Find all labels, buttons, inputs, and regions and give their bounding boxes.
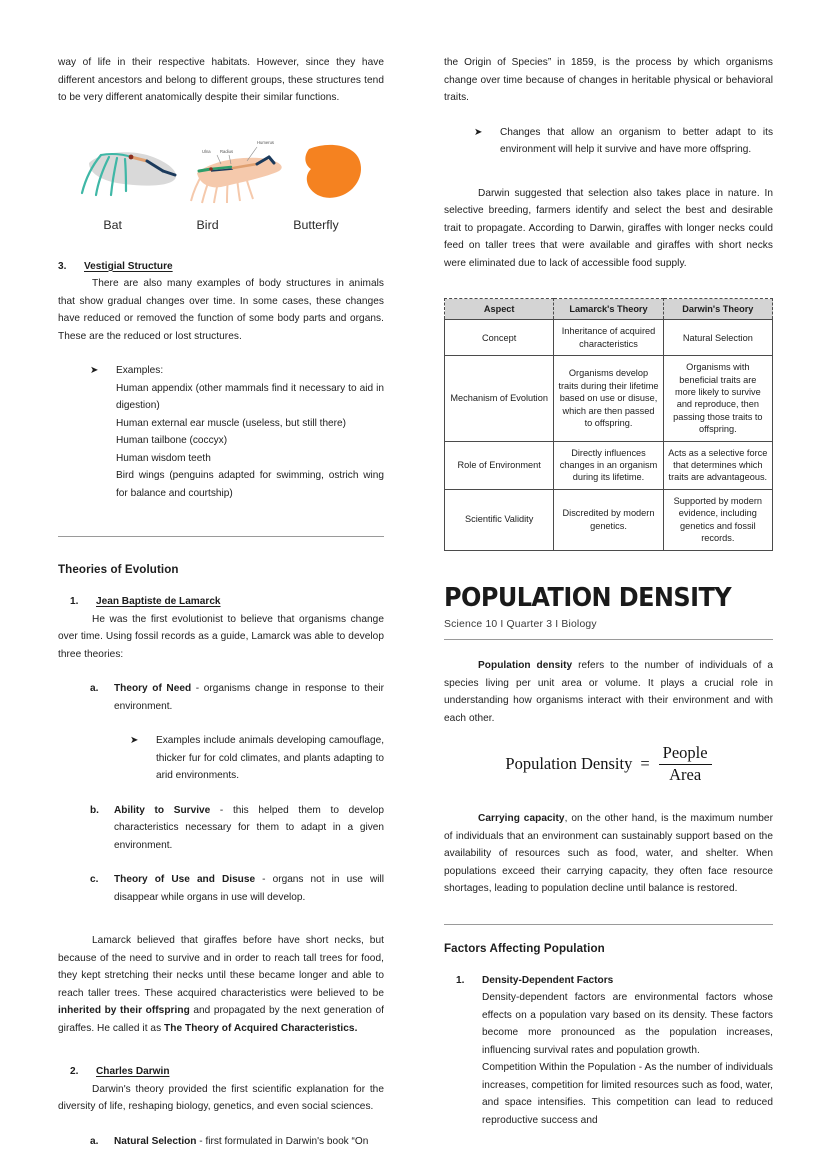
factors-item-number: 1. <box>456 974 465 986</box>
item-c-rest: - organs not in use will disappear while organs in use will develop. <box>114 874 384 903</box>
intro-paragraph: way of life in their respective habitats. However, since they have different ancestors and belong to different groups, these structures tend to be very different anatomically despite their similar functions. <box>58 57 384 103</box>
item-a-bold: Theory of Need <box>114 683 192 694</box>
examples-bullet <box>90 362 384 502</box>
cell-aspect: Role of Environment <box>445 441 554 489</box>
item-b-rest: - this helped them to develop characteristics necessary for them to adapt in a given environment. <box>114 804 384 851</box>
example-item: Human tailbone (coccyx) <box>116 435 228 446</box>
right-column <box>414 0 828 1169</box>
table-row <box>445 441 773 489</box>
heading-number-2: 2. <box>70 1066 79 1077</box>
item-a-rest: - organisms change in response to their environment. <box>114 683 384 712</box>
cell-lamarck: Discredited by modern genetics. <box>554 489 663 550</box>
darwin-arrow-note <box>474 124 773 159</box>
arrow-icon: ➤ <box>90 365 99 376</box>
lamarck-item-a-example <box>130 732 384 785</box>
arrow-icon: ➤ <box>474 126 483 138</box>
subtitle-strand: Biology <box>561 619 597 631</box>
lamarck-paragraph: He was the first evolutionist to believe that organisms change over time. Using fossil records as a guide, Lamarck was able to develop three theories: <box>58 613 384 660</box>
heading-density-dependent-factors <box>456 972 773 990</box>
carrying-bold: Carrying capacity <box>478 813 565 825</box>
formula-equals: = <box>640 754 650 774</box>
heading-number-3: 3. <box>58 260 67 272</box>
subtitle-subject: Science 10 <box>444 619 498 631</box>
caption-butterfly: Butterfly <box>293 217 339 232</box>
heading-title-vestigial: Vestigial Structure <box>84 260 173 272</box>
lamarck-item-c <box>90 871 384 906</box>
population-density-title: POPULATION DENSITY <box>444 582 732 613</box>
item-letter-c: c. <box>90 874 99 885</box>
lamarck-item-b <box>90 802 384 855</box>
heading-title-darwin: Charles Darwin <box>96 1066 170 1077</box>
population-density-definition <box>444 657 773 727</box>
butterfly-wing-illustration <box>305 144 361 197</box>
item-c-bold: Theory of Use and Disuse <box>114 874 256 885</box>
arrow-note-text: Changes that allow an organism to better adapt to its environment will help it survive and have more offspring. <box>500 126 773 155</box>
density-dependent-paragraph: Density-dependent factors are environmental factors whose effects on a population vary based on its density. These factors become more pronounced as the population increases, influencing survival rates and population growth. <box>482 992 773 1056</box>
item-a-example-text: Examples include animals developing camouflage, thicker fur for cold climates, and plants adapting to arid environments. <box>156 735 384 781</box>
formula-numerator: People <box>662 743 708 763</box>
formula-denominator: Area <box>659 764 712 784</box>
cell-lamarck: Inheritance of acquired characteristics <box>554 320 663 356</box>
cell-darwin: Organisms with beneficial traits are more likely to survive and reproduce, then passing those traits to offspring. <box>663 356 772 441</box>
examples-heading: Examples: <box>116 365 164 376</box>
formula-left-term: Population Density <box>505 754 633 774</box>
cell-darwin: Acts as a selective force that determines which traits are advantageous. <box>663 441 772 489</box>
carrying-capacity-paragraph <box>444 810 773 898</box>
ulna-label: Ulna <box>202 148 211 154</box>
darwin-item-a <box>90 1133 384 1151</box>
factors-affecting-population-heading: Factors Affecting Population <box>444 941 605 955</box>
cell-aspect: Scientific Validity <box>445 489 554 550</box>
item-letter-b: b. <box>90 804 99 816</box>
heading-number-1: 1. <box>70 596 79 607</box>
table-header-darwin: Darwin's Theory <box>663 299 772 320</box>
cell-darwin: Supported by modern evidence, including genetics and fossil records. <box>663 489 772 550</box>
cell-aspect: Concept <box>445 320 554 356</box>
table-row <box>445 320 773 356</box>
formula-fraction <box>659 744 712 784</box>
subtitle-separator: I <box>500 619 504 631</box>
darwin-selection-paragraph: Darwin suggested that selection also takes place in nature. In selective breeding, farmers identify and select the best and desirable trait to propagate. According to Darwin, giraffes with longer necks could feed on taller trees that were available and giraffes with short necks were eliminated due to lack of accessible food supply. <box>444 187 773 269</box>
caption-bat: Bat <box>103 217 122 232</box>
table-header-aspect: Aspect <box>445 299 554 320</box>
example-item: Human external ear muscle (useless, but still there) <box>116 417 347 429</box>
vestigial-paragraph: There are also many examples of body structures in animals that show gradual changes over time. In some cases, these changes have reduced or removed the function of some body parts and organs. These are the reduced or lost structures. <box>58 278 384 342</box>
item-b-bold: Ability to Survive <box>114 804 211 816</box>
factors-item-title: Density-Dependent Factors <box>482 974 614 986</box>
arrow-icon: ➤ <box>130 735 139 746</box>
wings-svg <box>58 133 384 211</box>
heading-lamarck <box>70 593 384 611</box>
table-header-row <box>445 299 773 320</box>
continued-paragraph: the Origin of Species” in 1859, is the process by which organisms change over time because of changes in heritable physical or behavioral traits. <box>444 57 773 103</box>
bird-wing-illustration <box>191 140 282 203</box>
closing-part-1: Lamarck believed that giraffes before have short necks, but because of the need to survive and in order to reach tall trees for food, they kept stretching their necks until these became longer and able to reach taller trees. These acquired characteristics were believed to be <box>58 935 384 999</box>
lamarck-closing-paragraph <box>58 932 384 1037</box>
cell-lamarck: Directly influences changes in an organism during its lifetime. <box>554 441 663 489</box>
darwin-item-a-rest: - first formulated in Darwin's book “On <box>196 1135 369 1147</box>
figure-captions <box>58 218 384 232</box>
cell-lamarck: Organisms develop traits during their lifetime based on use or disuse, which are then passed to offspring. <box>554 356 663 441</box>
homologous-wings-figure <box>58 133 384 232</box>
lamarck-item-a <box>90 680 384 715</box>
cell-darwin: Natural Selection <box>663 320 772 356</box>
example-item: Human wisdom teeth <box>116 452 211 464</box>
darwin-paragraph: Darwin's theory provided the first scientific explanation for the diversity of life, reshaping biology, genetics, and even social sciences. <box>58 1083 384 1112</box>
heading-title-lamarck: Jean Baptiste de Lamarck <box>96 596 221 607</box>
theories-of-evolution-heading: Theories of Evolution <box>58 563 179 576</box>
darwin-item-a-bold: Natural Selection <box>114 1135 197 1147</box>
carrying-rest: , on the other hand, is the maximum number of individuals that an environment can sustainably support based on the availability of resources such as food, water, and shelter. When populations exceed their carrying capacity, they often face resource shortages, leading to population decline until balance is restored. <box>444 813 773 895</box>
bat-wing-illustration <box>82 152 176 195</box>
example-item: Human appendix (other mammals find it necessary to aid in digestion) <box>116 382 384 411</box>
definition-bold: Population density <box>478 660 573 672</box>
subtitle-quarter: Quarter 3 <box>506 619 553 631</box>
competition-paragraph: Competition Within the Population - As the number of individuals increases, competition for limited resources such as food, water, and space intensifies. This competition can lead to reduced reproductive success and <box>482 1062 773 1126</box>
population-density-subtitle <box>444 619 773 630</box>
heading-vestigial-structure <box>58 258 384 276</box>
closing-part-4: The Theory of Acquired Characteristics. <box>164 1022 358 1034</box>
heading-darwin <box>70 1063 384 1081</box>
subtitle-separator: I <box>555 619 559 631</box>
example-item: Bird wings (penguins adapted for swimming, ostrich wing for balance and courtship) <box>116 470 384 499</box>
lamarck-vs-darwin-table <box>444 298 773 551</box>
cell-aspect: Mechanism of Evolution <box>445 356 554 441</box>
radius-label: Radius <box>220 148 234 154</box>
population-density-formula <box>444 744 773 784</box>
item-letter-a: a. <box>90 683 99 694</box>
closing-part-3: and propagated by the next generation of giraffes. He called it as <box>58 1005 384 1034</box>
table-row <box>445 489 773 550</box>
item-letter-a: a. <box>90 1135 99 1147</box>
caption-bird: Bird <box>196 217 219 232</box>
closing-part-2: inherited by their offspring <box>58 1005 190 1016</box>
table-row <box>445 356 773 441</box>
definition-rest: refers to the number of individuals of a species living per unit area or volume. It plays a crucial role in understanding how organisms interact with their environment and with each other. <box>444 660 773 724</box>
humerus-label: Humerus <box>257 139 274 145</box>
table-header-lamarck: Lamarck's Theory <box>554 299 663 320</box>
